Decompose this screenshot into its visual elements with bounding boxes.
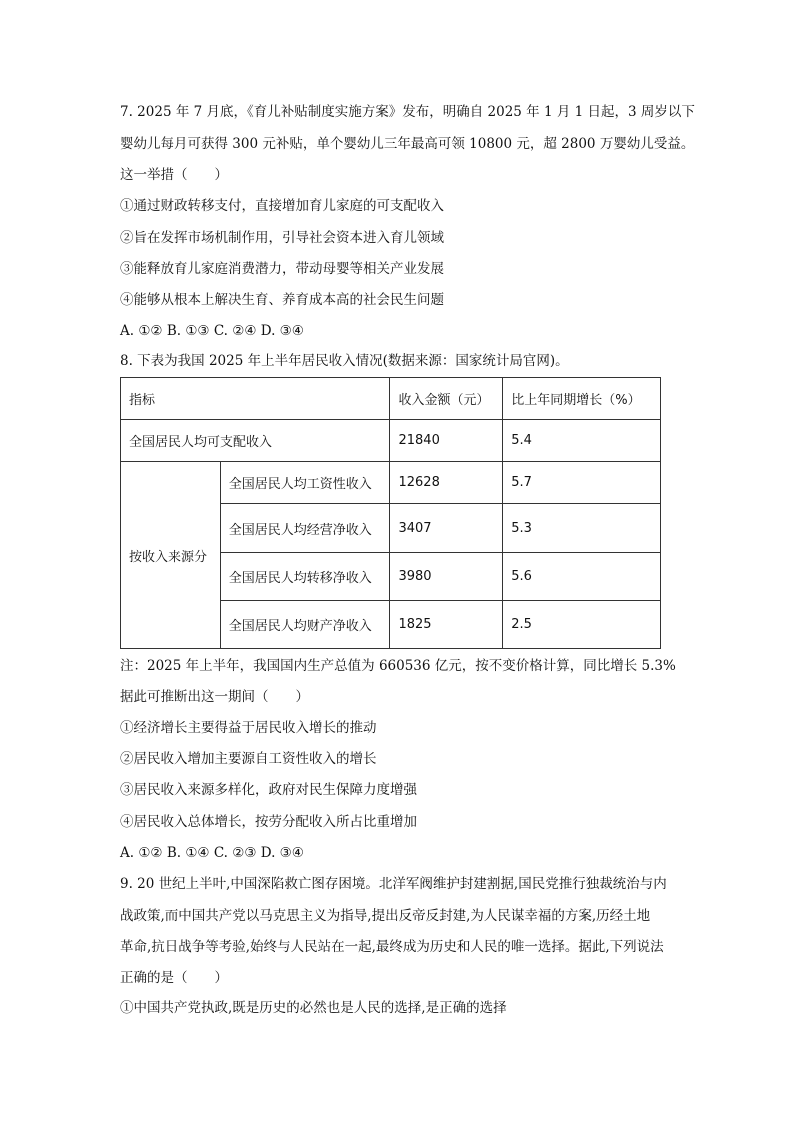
row-amount: 3407: [390, 504, 503, 553]
table-header-row: [121, 378, 661, 420]
header-amount: 收入金额（元）: [390, 378, 503, 420]
row-growth: 5.6: [503, 553, 661, 601]
row-growth: 2.5: [503, 601, 661, 649]
q7-option-4: ④能够从根本上解决生育、养育成本高的社会民生问题: [120, 292, 444, 308]
row-label: 全国居民人均转移净收入: [220, 553, 390, 601]
row-label: 全国居民人均经营净收入: [220, 504, 390, 553]
q9-stem-line-4: 正确的是（ ）: [120, 970, 228, 986]
table-row: [121, 462, 661, 504]
q9-stem-line-3: 革命,抗日战争等考验,始终与人民站在一起,最终成为历史和人民的唯一选择。据此,下列说法: [120, 939, 664, 955]
header-growth: 比上年同期增长（%）: [503, 378, 661, 420]
row-label: 全国居民人均财产净收入: [220, 601, 390, 649]
q8-option-2: ②居民收入增加主要源自工资性收入的增长: [120, 751, 377, 767]
q8-stem: 8. 下表为我国 2025 年上半年居民收入情况(数据来源：国家统计局官网)。: [120, 353, 569, 369]
table-row-total: [121, 420, 661, 462]
q8-prompt: 据此可推断出这一期间（ ）: [120, 689, 309, 705]
q7-stem-line-3: 这一举措（ ）: [120, 167, 228, 183]
q7-option-1: ①通过财政转移支付，直接增加育儿家庭的可支配收入: [120, 198, 444, 214]
row-growth: 5.7: [503, 462, 661, 504]
row-amount: 21840: [390, 420, 503, 462]
row-growth: 5.4: [503, 420, 661, 462]
q8-option-1: ①经济增长主要得益于居民收入增长的推动: [120, 720, 377, 736]
q8-choices: A. ①② B. ①④ C. ②③ D. ③④: [120, 845, 304, 861]
q9-stem-line-2: 战政策,而中国共产党以马克思主义为指导,提出反帝反封建,为人民谋幸福的方案,历经土地: [120, 908, 651, 924]
q7-stem-line-2: 婴幼儿每月可获得 300 元补贴，单个婴幼儿三年最高可领 10800 元，超 2800 万婴幼儿受益。: [120, 136, 695, 152]
row-amount: 12628: [390, 462, 503, 504]
q9-stem-line-1: 9. 20 世纪上半叶,中国深陷救亡图存困境。北洋军阀维护封建割据,国民党推行独裁统治与内: [120, 876, 667, 892]
q8-note: 注：2025 年上半年，我国国内生产总值为 660536 亿元，按不变价格计算，同比增长 5.3%: [120, 658, 676, 674]
header-indicator: 指标: [121, 378, 390, 420]
q7-choices: A. ①② B. ①③ C. ②④ D. ③④: [120, 323, 304, 339]
q7-option-2: ②旨在发挥市场机制作用，引导社会资本进入育儿领域: [120, 230, 444, 246]
group-label: 按收入来源分: [121, 462, 221, 649]
q7-option-3: ③能释放育儿家庭消费潜力，带动母婴等相关产业发展: [120, 261, 444, 277]
row-amount: 3980: [390, 553, 503, 601]
q8-option-3: ③居民收入来源多样化，政府对民生保障力度增强: [120, 782, 417, 798]
row-amount: 1825: [390, 601, 503, 649]
q9-option-1: ①中国共产党执政,既是历史的必然也是人民的选择,是正确的选择: [120, 1000, 507, 1016]
q8-option-4: ④居民收入总体增长，按劳分配收入所占比重增加: [120, 814, 417, 830]
row-label: 全国居民人均可支配收入: [121, 420, 390, 462]
row-label: 全国居民人均工资性收入: [220, 462, 390, 504]
q7-stem-line-1: 7. 2025 年 7 月底，《育儿补贴制度实施方案》发布，明确自 2025 年 1 月 1 日起，3 周岁以下: [120, 104, 695, 120]
row-growth: 5.3: [503, 504, 661, 553]
income-table: [120, 377, 661, 649]
